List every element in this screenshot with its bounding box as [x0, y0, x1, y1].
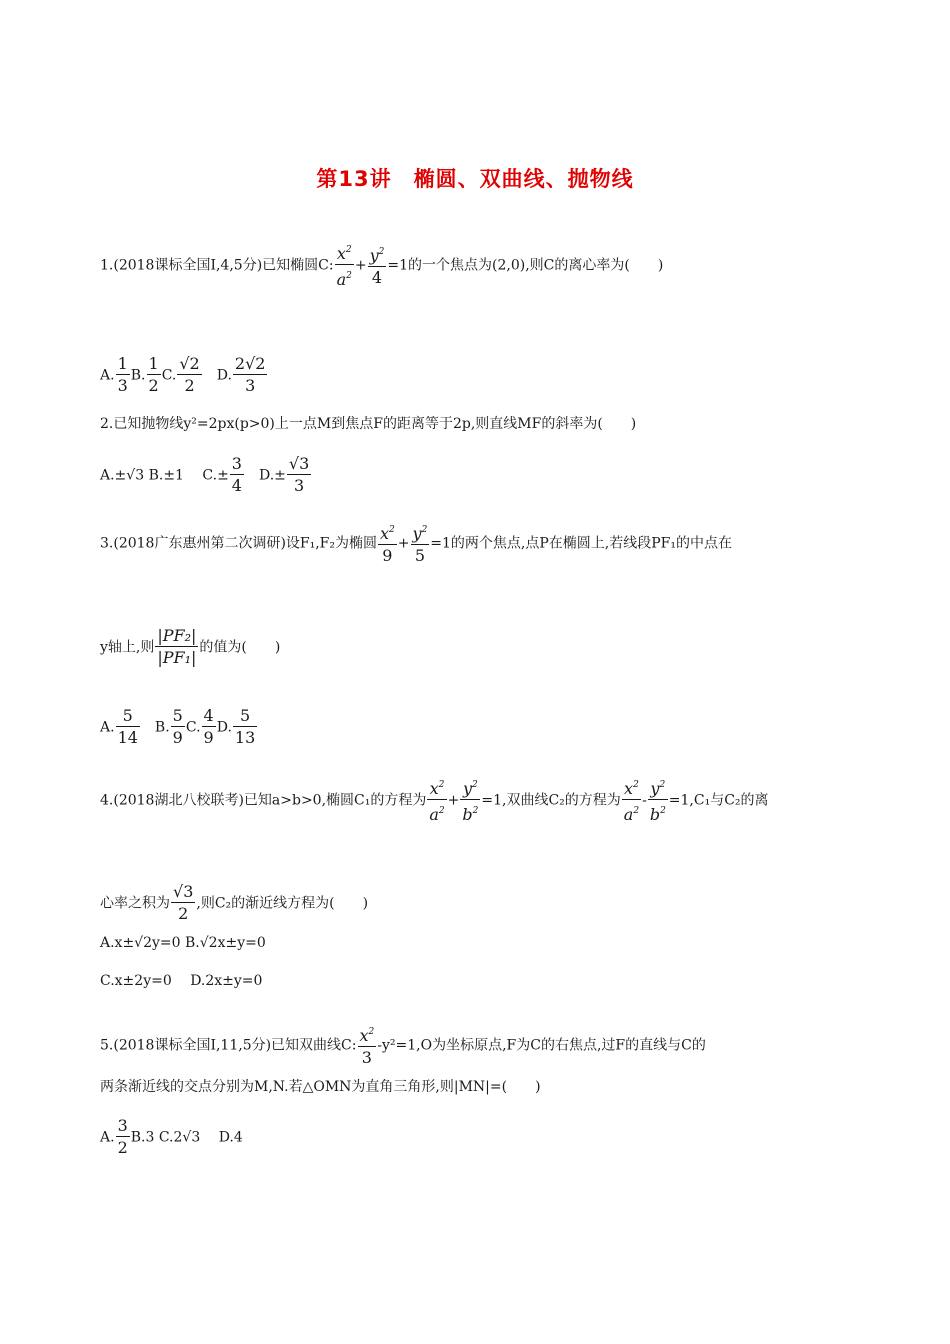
question-5 [100, 1022, 706, 1069]
question-2: 2.已知抛物线y²=2px(p>0)上一点M到焦点F的距离等于2p,则直线MF的斜率为( ) [100, 416, 637, 432]
q1-fraction-x: $\frac{x^2}{a^2}$ [336, 244, 352, 289]
q5-suffix: -y²=1,O为坐标原点,F为C的右焦点,过F的直线与C的 [377, 1037, 706, 1054]
q4-hyperbola-x: $\frac{x^2}{a^2}$ [623, 779, 640, 824]
q4-prefix: 4.(2018湖北八校联考)已知a>b>0,椭圆C₁的方程为 [100, 792, 427, 809]
q1-option-d: $\frac{2√2}{3}$ [234, 354, 266, 395]
q5-options: A. $\frac{3}{2}$ B.3 C.2√3 D.4 [100, 1116, 243, 1157]
q1-suffix: =1的一个焦点为(2,0),则C的离心率为( ) [387, 257, 664, 274]
q2-option-b: B.±1 C.± [144, 467, 229, 484]
q3-option-a: $\frac{5}{14}$ [117, 706, 138, 747]
q1-option-b: $\frac{1}{2}$ [148, 354, 159, 395]
question-3: 3.(2018广东惠州第二次调研)设F₁,F₂为椭圆 $\frac{x^2}{9}$ + $\frac{y^2}{5}$ =1的两个焦点,点P在椭圆上,若线段PF₁的中点在 [100, 520, 732, 567]
q4-options-cd: C.x±2y=0 D.2x±y=0 [100, 973, 263, 989]
q5-fraction-x: $\frac{x^2}{3}$ [359, 1026, 375, 1067]
q3-fraction-x: $\frac{x^2}{9}$ [380, 524, 395, 565]
q4-product-fraction: $\frac{√3}{2}$ [173, 882, 194, 923]
q4-ellipse-x: $\frac{x^2}{a^2}$ [429, 779, 445, 824]
q3-option-b: $\frac{5}{9}$ [172, 706, 183, 747]
q4-line-2: 心率之积为 $\frac{√3}{2}$ ,则C₂的渐近线方程为( ) [100, 882, 369, 923]
q2-option-d: $\frac{√3}{3}$ [288, 454, 310, 495]
q3-option-c: $\frac{4}{9}$ [203, 706, 214, 747]
q1-option-a: $\frac{1}{3}$ [117, 354, 128, 395]
question-4: 4.(2018湖北八校联考)已知a>b>0,椭圆C₁的方程为 $\frac{x^2}{a^2}$ + $\frac{y^2}{b^2}$ =1,双曲线C₂的方程为 $\frac{x^2}{a^2}$ - $\frac{y^2}{b^2}$ =1,C₁与C₂的离 [100, 775, 769, 826]
q2-options: A.±√3 B.±1 C.± $\frac{3}{4}$ D.± $\frac{√3}{3}$ [100, 454, 310, 495]
q5-options-rest: B.3 C.2√3 D.4 [130, 1129, 243, 1146]
q5-line-2: 两条渐近线的交点分别为M,N.若△OMN为直角三角形,则|MN|=( ) [100, 1079, 541, 1095]
q4-options-ab: A.x±√2y=0 B.√2x±y=0 [100, 935, 266, 951]
q1-options: A. $\frac{1}{3}$ B. $\frac{1}{2}$ C. $\frac{√2}{2}$ D. $\frac{2√2}{3}$ [100, 354, 266, 395]
q1-option-c: $\frac{√2}{2}$ [179, 354, 200, 395]
q1-prefix: 1.(2018课标全国Ⅰ,4,5分)已知椭圆C: [100, 257, 334, 274]
q3-prefix: 3.(2018广东惠州第二次调研)设F₁,F₂为椭圆 [100, 535, 378, 552]
question-1: 1.(2018课标全国Ⅰ,4,5分)已知椭圆C: $\frac{x^2}{a^2}$ + $\frac{y^2}{4}$ =1的一个焦点为(2,0),则C的离心率为( ) [100, 240, 663, 291]
q5-option-a: $\frac{3}{2}$ [117, 1116, 128, 1157]
q3-option-d: $\frac{5}{13}$ [234, 706, 256, 747]
q3-line-2: y轴上,则 $\frac{\text{|PF₂|}}{\text{|PF₁|}}$ 的值为( ) [100, 626, 281, 667]
q4-ellipse-y: $\frac{y^2}{b^2}$ [462, 779, 479, 824]
q4-hyperbola-y: $\frac{y^2}{b^2}$ [649, 779, 666, 824]
q3-suffix: =1的两个焦点,点P在椭圆上,若线段PF₁的中点在 [430, 535, 732, 552]
q1-fraction-y: $\frac{y^2}{4}$ [369, 246, 385, 287]
page-title: 第13讲 椭圆、双曲线、抛物线 [316, 167, 634, 191]
q2-option-c: $\frac{3}{4}$ [231, 454, 242, 495]
q3-fraction-y: $\frac{y^2}{5}$ [412, 524, 428, 565]
q5-prefix: 5.(2018课标全国Ⅰ,11,5分)已知双曲线C: [100, 1037, 357, 1054]
q2-option-a: A.±√3 [100, 467, 145, 484]
q3-ratio-fraction: $\frac{\text{|PF₂|}}{\text{|PF₁|}}$ [157, 626, 197, 667]
q3-options: A. $\frac{5}{14}$ B. $\frac{5}{9}$ C. $\frac{4}{9}$ D. $\frac{5}{13}$ [100, 706, 256, 747]
